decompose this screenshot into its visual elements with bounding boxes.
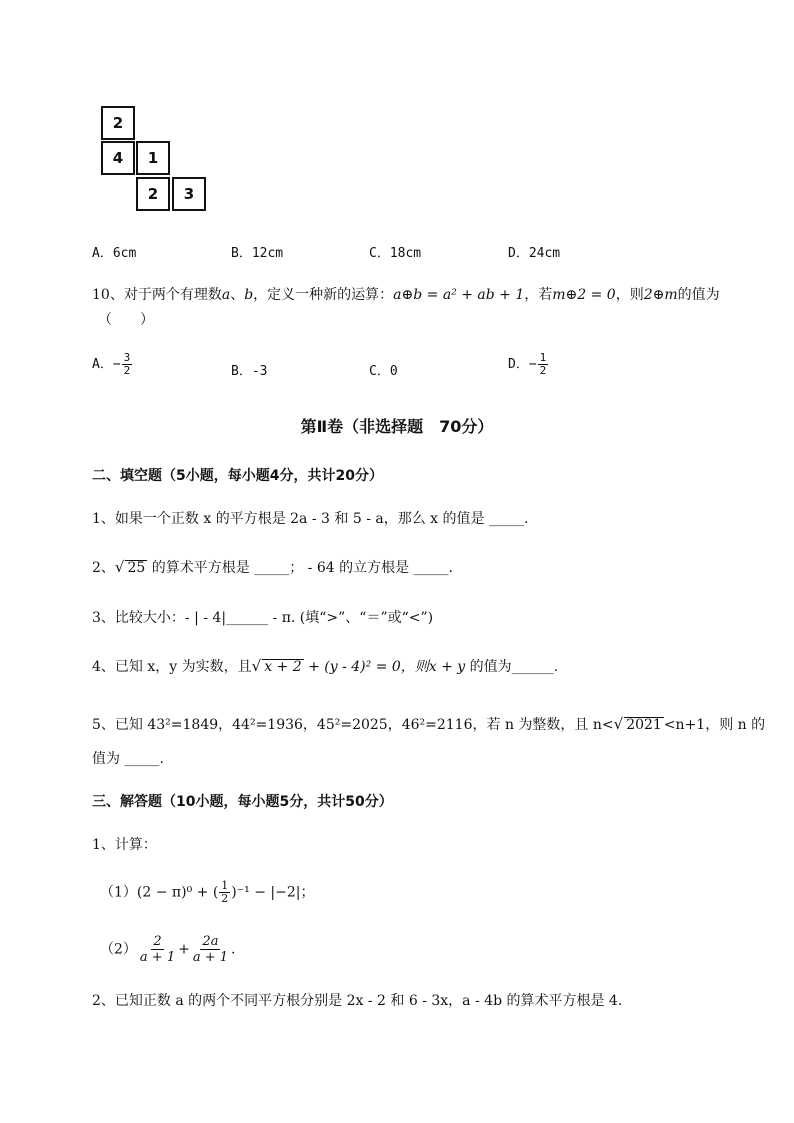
q10-answer-blank: （ ） bbox=[98, 312, 154, 328]
section3-heading: 三、解答题（10小题，每小题5分，共计50分） bbox=[92, 794, 393, 810]
fraction-numerator: 2 bbox=[153, 934, 162, 949]
s3-sub1-text: （1）(2 − π)⁰ + ( bbox=[100, 884, 219, 901]
s2-question-1: 1、如果一个正数 x 的平方根是 2a - 3 和 5 - a，那么 x 的值是 _____. bbox=[92, 511, 529, 527]
fraction-numerator: 1 bbox=[221, 879, 229, 892]
s3-question-2: 2、已知正数 a 的两个不同平方根分别是 2x - 2 和 6 - 3x，a - 4b 的算术平方根是 4. bbox=[92, 993, 623, 1009]
radicand: 2021 bbox=[626, 717, 662, 733]
q10-stem-text: 10、对于两个有理数 bbox=[92, 287, 222, 303]
q10-option-b: B．-3 bbox=[231, 364, 268, 379]
cube-cell: 2 bbox=[136, 177, 170, 211]
q10-option-c: C．0 bbox=[369, 364, 398, 379]
q10-var-a: a bbox=[221, 287, 231, 303]
q10-stem-text: 的值为 bbox=[677, 287, 720, 303]
q10-condition: m⊕2 = 0 bbox=[552, 287, 616, 303]
part2-title: 第Ⅱ卷（非选择题 70分） bbox=[300, 417, 494, 436]
s2-q4-expression: x + y bbox=[428, 659, 466, 675]
s2-question-4 bbox=[92, 656, 558, 676]
s3-sub1-text: )⁻¹ − |−2|； bbox=[231, 884, 315, 901]
q10-stem-text: ，若 bbox=[524, 287, 553, 303]
s2-question-2 bbox=[92, 557, 453, 577]
s3-question-1: 1、计算： bbox=[92, 837, 157, 853]
q9-option-d: D．24cm bbox=[508, 246, 561, 261]
fraction-denominator: 2 bbox=[123, 364, 131, 377]
cube-cell: 3 bbox=[172, 177, 206, 211]
s2-q4-equation: + (y - 4)² = 0，则 bbox=[303, 659, 429, 675]
q10-stem-text: 、 bbox=[230, 287, 245, 303]
fraction-denominator: 2 bbox=[221, 892, 229, 905]
s3-subquestion-1 bbox=[100, 880, 314, 905]
cube-cell: 1 bbox=[136, 141, 170, 175]
plus-sign: + bbox=[178, 941, 190, 958]
fraction bbox=[538, 352, 549, 377]
period: . bbox=[231, 941, 236, 958]
fraction-denominator: a + 1 bbox=[139, 950, 176, 965]
q9-option-b: B．12cm bbox=[231, 246, 284, 261]
fraction-numerator: 2a bbox=[202, 934, 219, 949]
fraction-numerator: 1 bbox=[539, 351, 547, 364]
q10-target: 2⊕m bbox=[643, 287, 678, 303]
fraction bbox=[191, 934, 230, 965]
s2-question-5-cont: 值为 _____. bbox=[92, 751, 164, 767]
q10-stem-text: ，则 bbox=[615, 287, 644, 303]
cube-cell: 2 bbox=[101, 106, 135, 140]
sqrt-icon: √ bbox=[613, 715, 624, 733]
q10-stem bbox=[92, 284, 720, 304]
s2-q2-number: 2、 bbox=[92, 560, 115, 576]
s3-sub2-label: （2） bbox=[100, 941, 137, 958]
sqrt-icon: √ bbox=[251, 657, 262, 675]
q10-option-d bbox=[508, 352, 549, 377]
q10-option-a-label: A． bbox=[92, 357, 113, 372]
fraction bbox=[138, 934, 177, 965]
s2-question-3: 3、比较大小：- | - 4|______ - π. (填“>”、“＝”或“<”) bbox=[92, 610, 434, 626]
minus-sign: − bbox=[112, 357, 121, 372]
s2-q4-text: 4、已知 x，y 为实数，且 bbox=[92, 659, 252, 675]
q9-option-a: A．6cm bbox=[92, 246, 137, 261]
radicand: 25 bbox=[127, 560, 146, 576]
s2-q5-text: <n+1，则 n 的 bbox=[663, 717, 766, 733]
s2-q4-text: 的值为______. bbox=[465, 659, 559, 675]
fraction bbox=[219, 880, 230, 905]
q10-option-d-label: D． bbox=[508, 357, 529, 372]
s2-q5-text: 5、已知 43²=1849，44²=1936，45²=2025，46²=2116，若 n 为整数，且 n< bbox=[92, 717, 614, 733]
q10-var-b: b bbox=[244, 287, 254, 303]
s2-question-5 bbox=[92, 714, 765, 734]
q9-option-c: C．18cm bbox=[369, 246, 422, 261]
q10-operation: a⊕b = a² + ab + 1 bbox=[393, 287, 525, 303]
q10-option-a bbox=[92, 352, 133, 377]
fraction-denominator: 2 bbox=[539, 364, 547, 377]
s2-q2-text: 的算术平方根是 _____； - 64 的立方根是 _____. bbox=[147, 560, 454, 576]
sqrt-icon: √ bbox=[114, 558, 125, 576]
q10-stem-text: ，定义一种新的运算： bbox=[253, 287, 394, 303]
minus-sign: − bbox=[528, 357, 537, 372]
section2-heading: 二、填空题（5小题，每小题4分，共计20分） bbox=[92, 468, 383, 484]
fraction-numerator: 3 bbox=[123, 351, 131, 364]
fraction-denominator: a + 1 bbox=[192, 950, 229, 965]
fraction bbox=[122, 352, 133, 377]
cube-cell: 4 bbox=[101, 141, 135, 175]
s3-subquestion-2 bbox=[100, 934, 235, 965]
radicand: x + 2 bbox=[264, 659, 302, 675]
